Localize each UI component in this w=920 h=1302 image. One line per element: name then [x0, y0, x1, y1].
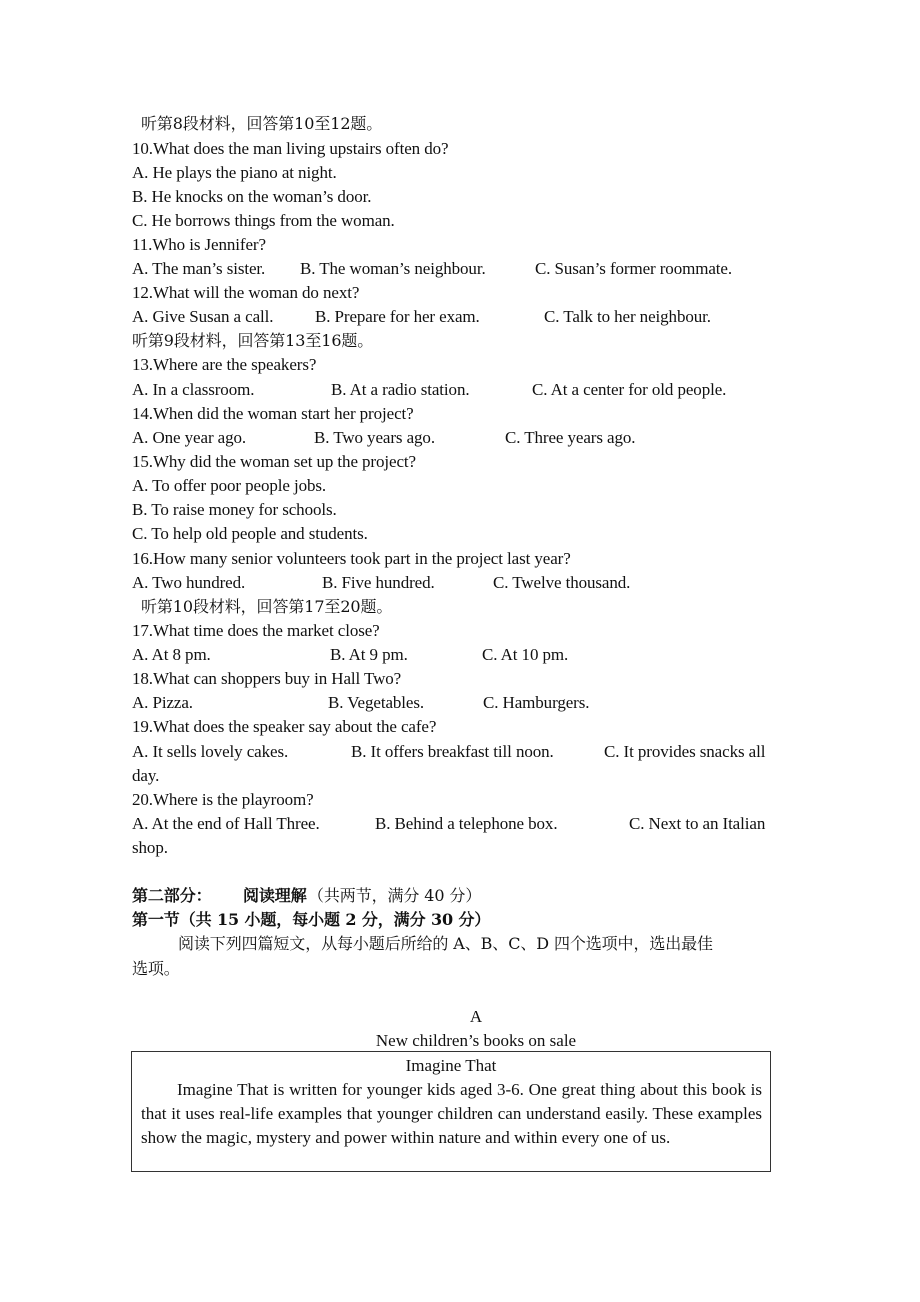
- question-17: 17.What time does the market close?: [132, 621, 380, 640]
- q20-option-c-continuation: shop.: [132, 838, 168, 857]
- q19-option-a: A. It sells lovely cakes.: [132, 742, 289, 761]
- q14-option-c: C. Three years ago.: [505, 428, 636, 447]
- question-19: 19.What does the speaker say about the cafe?: [132, 717, 437, 736]
- q11-option-c: C. Susan’s former roommate.: [535, 259, 733, 278]
- q18-option-b: B. Vegetables.: [328, 693, 425, 712]
- section-10-instruction: 听第10段材料，回答第17至20题。: [141, 597, 393, 616]
- q18-option-a: A. Pizza.: [132, 693, 193, 712]
- q14-option-b: B. Two years ago.: [314, 428, 435, 447]
- q18-option-c: C. Hamburgers.: [483, 693, 590, 712]
- q10-option-c: C. He borrows things from the woman.: [132, 211, 395, 230]
- q12-option-c: C. Talk to her neighbour.: [544, 307, 711, 326]
- q12-option-a: A. Give Susan a call.: [132, 307, 274, 326]
- q16-option-b: B. Five hundred.: [322, 573, 435, 592]
- q11-option-b: B. The woman’s neighbour.: [300, 259, 486, 278]
- q20-option-b: B. Behind a telephone box.: [375, 814, 558, 833]
- q10-option-b: B. He knocks on the woman’s door.: [132, 187, 372, 206]
- question-10: 10.What does the man living upstairs often do?: [132, 139, 449, 158]
- question-14: 14.When did the woman start her project?: [132, 404, 414, 423]
- q13-option-a: A. In a classroom.: [132, 380, 255, 399]
- section-one-heading: 第一节（共 15 小题，每小题 2 分，满分 30 分）: [132, 910, 491, 929]
- q15-option-a: A. To offer poor people jobs.: [132, 476, 327, 495]
- q13-option-b: B. At a radio station.: [331, 380, 470, 399]
- q11-option-a: A. The man’s sister.: [132, 259, 266, 278]
- question-11: 11.Who is Jennifer?: [132, 235, 266, 254]
- section-8-instruction: 听第8段材料，回答第10至12题。: [141, 114, 383, 133]
- q12-option-b: B. Prepare for her exam.: [315, 307, 480, 326]
- q16-option-a: A. Two hundred.: [132, 573, 246, 592]
- passage-label: A: [469, 1007, 483, 1026]
- book-info-box: [131, 1051, 771, 1172]
- q15-option-b: B. To raise money for schools.: [132, 500, 337, 519]
- q19-option-c: C. It provides snacks all: [604, 742, 766, 761]
- part-two-label: 第二部分：: [132, 886, 212, 905]
- question-15: 15.Why did the woman set up the project?: [132, 452, 416, 471]
- question-13: 13.Where are the speakers?: [132, 355, 317, 374]
- question-12: 12.What will the woman do next?: [132, 283, 360, 302]
- part-two-title: 阅读理解: [243, 886, 307, 905]
- q20-option-a: A. At the end of Hall Three.: [132, 814, 320, 833]
- q10-option-a: A. He plays the piano at night.: [132, 163, 337, 182]
- q17-option-a: A. At 8 pm.: [132, 645, 211, 664]
- part-two-note: （共两节，满分 40 分）: [308, 886, 482, 905]
- q19-option-b: B. It offers breakfast till noon.: [351, 742, 554, 761]
- q19-option-c-continuation: day.: [132, 766, 160, 785]
- reading-instruction-line2: 选项。: [132, 959, 180, 978]
- passage-title: New children’s books on sale: [375, 1031, 577, 1050]
- q15-option-c: C. To help old people and students.: [132, 524, 368, 543]
- question-20: 20.Where is the playroom?: [132, 790, 314, 809]
- q16-option-c: C. Twelve thousand.: [493, 573, 631, 592]
- q20-option-c: C. Next to an Italian: [629, 814, 766, 833]
- q17-option-b: B. At 9 pm.: [330, 645, 408, 664]
- q14-option-a: A. One year ago.: [132, 428, 247, 447]
- reading-instruction-line1: 阅读下列四篇短文，从每小题后所给的 A、B、C、D 四个选项中，选出最佳: [178, 934, 713, 953]
- book-title: Imagine That: [405, 1056, 497, 1075]
- book-description: Imagine That is written for younger kids aged 3-6. One great thing about this book is that it uses real-life examples that younger children can understand easily. These examples show the magic, mystery and power within nature and within every one of us.: [141, 1080, 762, 1148]
- section-9-instruction: 听第9段材料，回答第13至16题。: [132, 331, 374, 350]
- question-18: 18.What can shoppers buy in Hall Two?: [132, 669, 402, 688]
- question-16: 16.How many senior volunteers took part in the project last year?: [132, 549, 571, 568]
- q13-option-c: C. At a center for old people.: [532, 380, 727, 399]
- q17-option-c: C. At 10 pm.: [482, 645, 569, 664]
